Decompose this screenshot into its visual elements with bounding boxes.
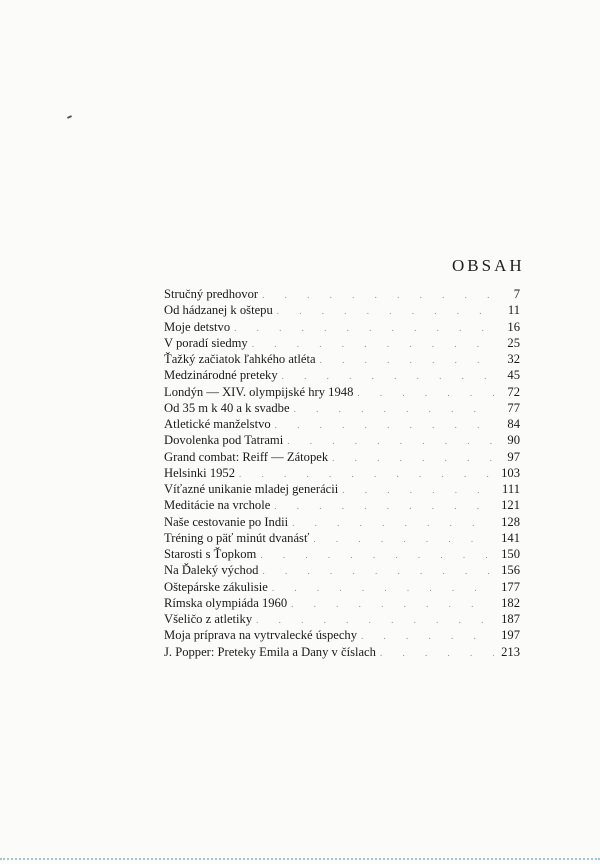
- dot-leader: [361, 628, 494, 644]
- toc-entry: [164, 579, 520, 595]
- toc-entry-page-number: 103: [501, 465, 520, 480]
- toc-entry-title: Meditácie na vrchole: [164, 498, 271, 513]
- toc-entry-page-number: 16: [507, 319, 520, 334]
- dot-leader: [262, 563, 494, 579]
- toc-entry-title: Dovolenka pod Tatrami: [164, 433, 284, 448]
- table-of-contents: [164, 286, 520, 660]
- toc-entry-page-number: 7: [513, 287, 520, 301]
- toc-entry: [164, 595, 520, 611]
- dot-leader: [234, 320, 494, 336]
- dot-leader: [262, 287, 494, 303]
- toc-entry-page-number: 197: [501, 628, 520, 643]
- toc-entry: [164, 611, 520, 627]
- toc-entry-title: Medzinárodné preteky: [164, 368, 278, 383]
- toc-entry: [164, 481, 520, 497]
- toc-entry: [164, 335, 520, 351]
- toc-entry-title: J. Popper: Preteky Emila a Dany v číslach: [164, 644, 376, 659]
- toc-entry-title: Naše cestovanie po Indii: [164, 514, 289, 529]
- toc-entry: [164, 351, 520, 367]
- toc-entry-title: Všeličo z atletiky: [164, 612, 253, 626]
- toc-entry: [164, 644, 520, 660]
- toc-entry-page-number: 141: [501, 530, 520, 545]
- toc-entry-title: Na Ďaleký východ: [164, 563, 259, 578]
- toc-entry: [164, 530, 520, 546]
- toc-entry-page-number: 156: [501, 563, 520, 578]
- toc-entry-title: V poradí siedmy: [164, 335, 248, 350]
- toc-entry: [164, 497, 520, 513]
- toc-entry-title: Atletické manželstvo: [164, 417, 271, 431]
- toc-entry: [164, 449, 520, 465]
- dot-leader: [332, 450, 494, 466]
- page-edge-divider: [0, 858, 600, 860]
- toc-entry-title: Grand combat: Reiff — Zátopek: [164, 449, 329, 464]
- toc-entry-page-number: 84: [507, 417, 520, 431]
- toc-entry-title: Helsinki 1952: [164, 465, 236, 480]
- toc-entry: [164, 514, 520, 530]
- dot-leader: [275, 417, 494, 433]
- dot-leader: [277, 303, 494, 319]
- toc-entry: [164, 432, 520, 448]
- toc-entry: [164, 465, 520, 481]
- toc-entry: [164, 384, 520, 400]
- toc-entry-page-number: 90: [507, 433, 520, 448]
- contents-heading: OBSAH: [452, 256, 525, 275]
- toc-entry-page-number: 111: [502, 482, 520, 496]
- toc-entry-page-number: 121: [501, 498, 520, 513]
- dot-leader: [272, 580, 494, 596]
- toc-entry: [164, 400, 520, 416]
- toc-entry-page-number: 45: [507, 368, 520, 383]
- toc-entry: [164, 367, 520, 383]
- toc-entry-title: Od 35 m k 40 a k svadbe: [164, 400, 290, 415]
- ink-speck: [67, 115, 72, 119]
- toc-entry-title: Ťažký začiatok ľahkého atléta: [164, 352, 316, 366]
- toc-entry-page-number: 177: [501, 579, 520, 594]
- dot-leader: [252, 336, 494, 352]
- dot-leader: [342, 482, 494, 498]
- toc-entry-title: Od hádzanej k oštepu: [164, 303, 273, 318]
- toc-entry-page-number: 11: [507, 303, 520, 318]
- toc-entry-title: Stručný predhovor: [164, 287, 259, 301]
- dot-leader: [260, 547, 494, 563]
- toc-entry-page-number: 72: [507, 384, 520, 399]
- dot-leader: [380, 645, 494, 661]
- toc-entry: [164, 416, 520, 432]
- toc-entry-page-number: 213: [501, 644, 520, 659]
- toc-entry-page-number: 32: [507, 352, 520, 366]
- toc-entry-title: Rímska olympiáda 1960: [164, 595, 288, 610]
- dot-leader: [282, 368, 494, 384]
- dot-leader: [256, 612, 494, 628]
- toc-entry: [164, 302, 520, 318]
- dot-leader: [294, 401, 494, 417]
- dot-leader: [287, 433, 494, 449]
- toc-entry: [164, 562, 520, 578]
- toc-entry-title: Víťazné unikanie mladej generácii: [164, 482, 339, 496]
- toc-entry-page-number: 97: [507, 449, 520, 464]
- toc-entry-title: Oštepárske zákulisie: [164, 579, 268, 594]
- toc-entry-title: Moja príprava na vytrvalecké úspechy: [164, 628, 358, 643]
- dot-leader: [239, 466, 494, 482]
- dot-leader: [291, 596, 494, 612]
- dot-leader: [357, 385, 494, 401]
- toc-entry: [164, 627, 520, 643]
- toc-entry-page-number: 182: [501, 595, 520, 610]
- toc-entry-page-number: 150: [501, 547, 520, 561]
- dot-leader: [313, 531, 494, 547]
- toc-entry-title: Moje detstvo: [164, 319, 231, 334]
- toc-entry: [164, 319, 520, 335]
- toc-entry-page-number: 128: [501, 514, 520, 529]
- toc-entry-page-number: 187: [501, 612, 520, 626]
- toc-entry: [164, 286, 520, 302]
- dot-leader: [320, 352, 494, 368]
- dot-leader: [274, 498, 494, 514]
- toc-entry: [164, 546, 520, 562]
- toc-entry-page-number: 77: [507, 400, 520, 415]
- toc-entry-page-number: 25: [507, 335, 520, 350]
- dot-leader: [292, 515, 494, 531]
- toc-entry-title: Londýn — XIV. olympijské hry 1948: [164, 384, 354, 399]
- toc-entry-title: Tréning o päť minút dvanásť: [164, 530, 310, 545]
- toc-entry-title: Starosti s Ťopkom: [164, 547, 257, 561]
